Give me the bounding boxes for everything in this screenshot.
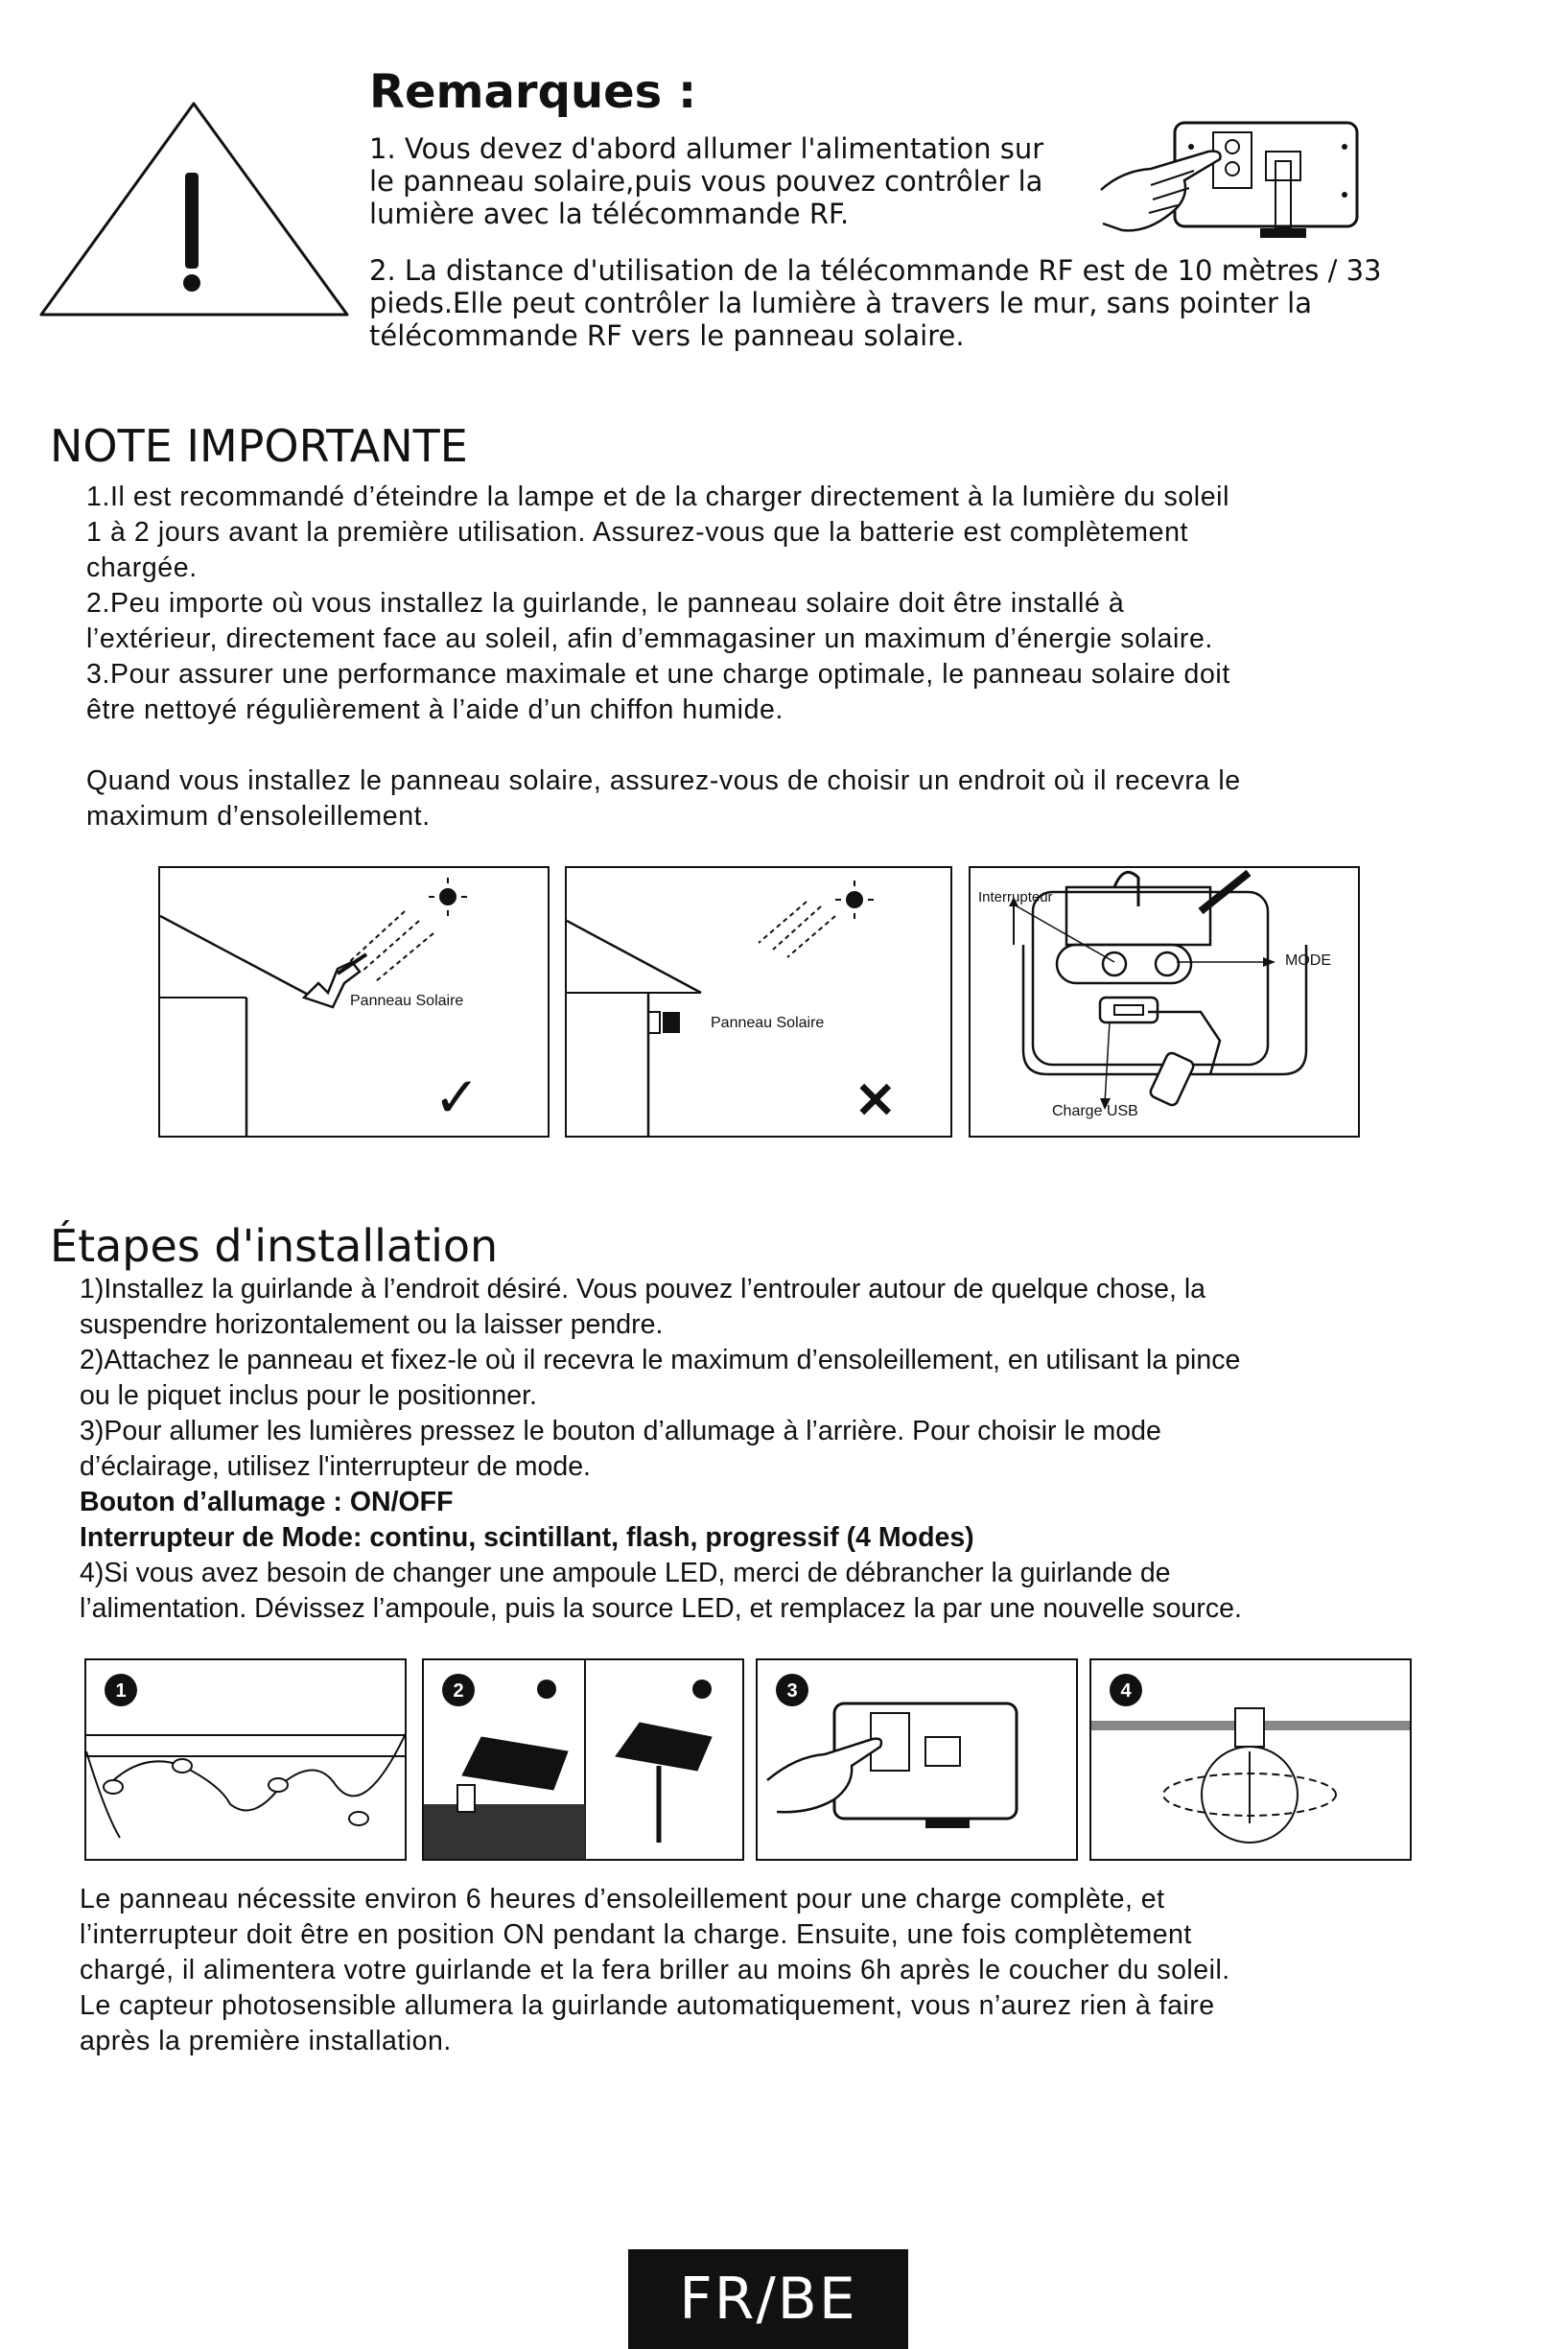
- remark-2: 2. La distance d'utilisation de la télécommande RF est de 10 mètres / 33 pieds.Elle peut contrôler la lumière à travers le mur, sans pointer la télécommande RF vers le panneau solaire.: [369, 254, 1382, 352]
- panel-label-correct: Panneau Solaire: [350, 993, 464, 1009]
- panel-label-incorrect: Panneau Solaire: [711, 1015, 825, 1031]
- figure-incorrect-placement: [565, 866, 952, 1138]
- figure-panel-controls: [969, 866, 1360, 1138]
- cross-mark-icon: ✕: [854, 1073, 897, 1129]
- switch-label: Interrupteur: [978, 889, 1053, 905]
- install-steps-text: 1)Installez la guirlande à l’endroit désiré. Vous pouvez l’entrouler autour de quelque chose, la suspendre horizontalement ou la laisser pendre. 2)Attachez le panneau et fixez-le où il recevra le maximum d’ensoleillement, en utilisant la pince ou le piquet inclus pour le positionner. 3)Pour allumer les lumières pressez le bouton d’allumage à l’arrière. Pour choisir le mode d’éclairage, utilisez l'interrupteur de mode. Bouton d’allumage : ON/OFF Interrupteur de Mode: continu, scintillant, flash, progressif (4 Modes) 4)Si vous avez besoin de changer une ampoule LED, merci de débrancher la guirlande de l’alimentation. Dévissez l’ampoule, puis la source LED, et remplacez la par une nouvelle source.: [80, 1272, 1489, 1627]
- panel-back-hand-illustration: [1093, 113, 1371, 247]
- figure-correct-placement: [158, 866, 550, 1138]
- note-title: NOTE IMPORTANTE: [50, 420, 468, 472]
- mode-label: MODE: [1285, 952, 1331, 969]
- power-button-note: Bouton d’allumage : ON/OFF: [80, 1487, 454, 1517]
- step-1-number: 1: [115, 1680, 127, 1702]
- remarks-title: Remarques :: [369, 65, 697, 119]
- mode-switch-note: Interrupteur de Mode: continu, scintillant, flash, progressif (4 Modes): [80, 1522, 974, 1553]
- usb-charge-label: Charge USB: [1052, 1103, 1138, 1119]
- step-3-number: 3: [786, 1680, 798, 1702]
- charging-text: Le panneau nécessite environ 6 heures d’ensoleillement pour une charge complète, et l’interrupteur doit être en position ON pendant la charge. Ensuite, une fois complètement chargé, il alimentera votre guirlande et la fera briller au moins 6h après le coucher du soleil. Le capteur photosensible allumera la guirlande automatiquement, vous n’aurez rien à faire après la première installation.: [80, 1884, 1230, 2056]
- warning-triangle-icon: [34, 96, 355, 326]
- step-1-illustration: [84, 1658, 407, 1861]
- step-2-number: 2: [453, 1680, 464, 1702]
- step-4-number: 4: [1120, 1680, 1132, 1702]
- step-2-illustration: [422, 1658, 744, 1861]
- check-mark-icon: ✓: [433, 1067, 480, 1129]
- note-text: 1.Il est recommandé d’éteindre la lampe et de la charger directement à la lumière du soleil 1 à 2 jours avant la première utilisation. Assurez-vous que la batterie est complètement chargée. 2.Peu importe où vous installez la guirlande, le panneau solaire doit être installé à l’extérieur, directement face au soleil, afin d’emmagasiner un maximum d’énergie solaire. 3.Pour assurer une performance maximale et une charge optimale, le panneau solaire doit être nettoyé régulièrement à l’aide d’un chiffon humide. Quand vous installez le panneau solaire, assurez-vous de choisir un endroit où il recevra le maximum d’ensoleillement.: [86, 482, 1241, 832]
- remark-1: 1. Vous devez d'abord allumer l'alimentation sur le panneau solaire,puis vous pouvez contrôler la lumière avec la télécommande RF.: [369, 132, 1044, 230]
- step-4-illustration: [1089, 1658, 1412, 1861]
- step-3-illustration: [756, 1658, 1078, 1861]
- install-title: Étapes d'installation: [50, 1220, 499, 1272]
- language-tag: FR/BE: [628, 2249, 908, 2349]
